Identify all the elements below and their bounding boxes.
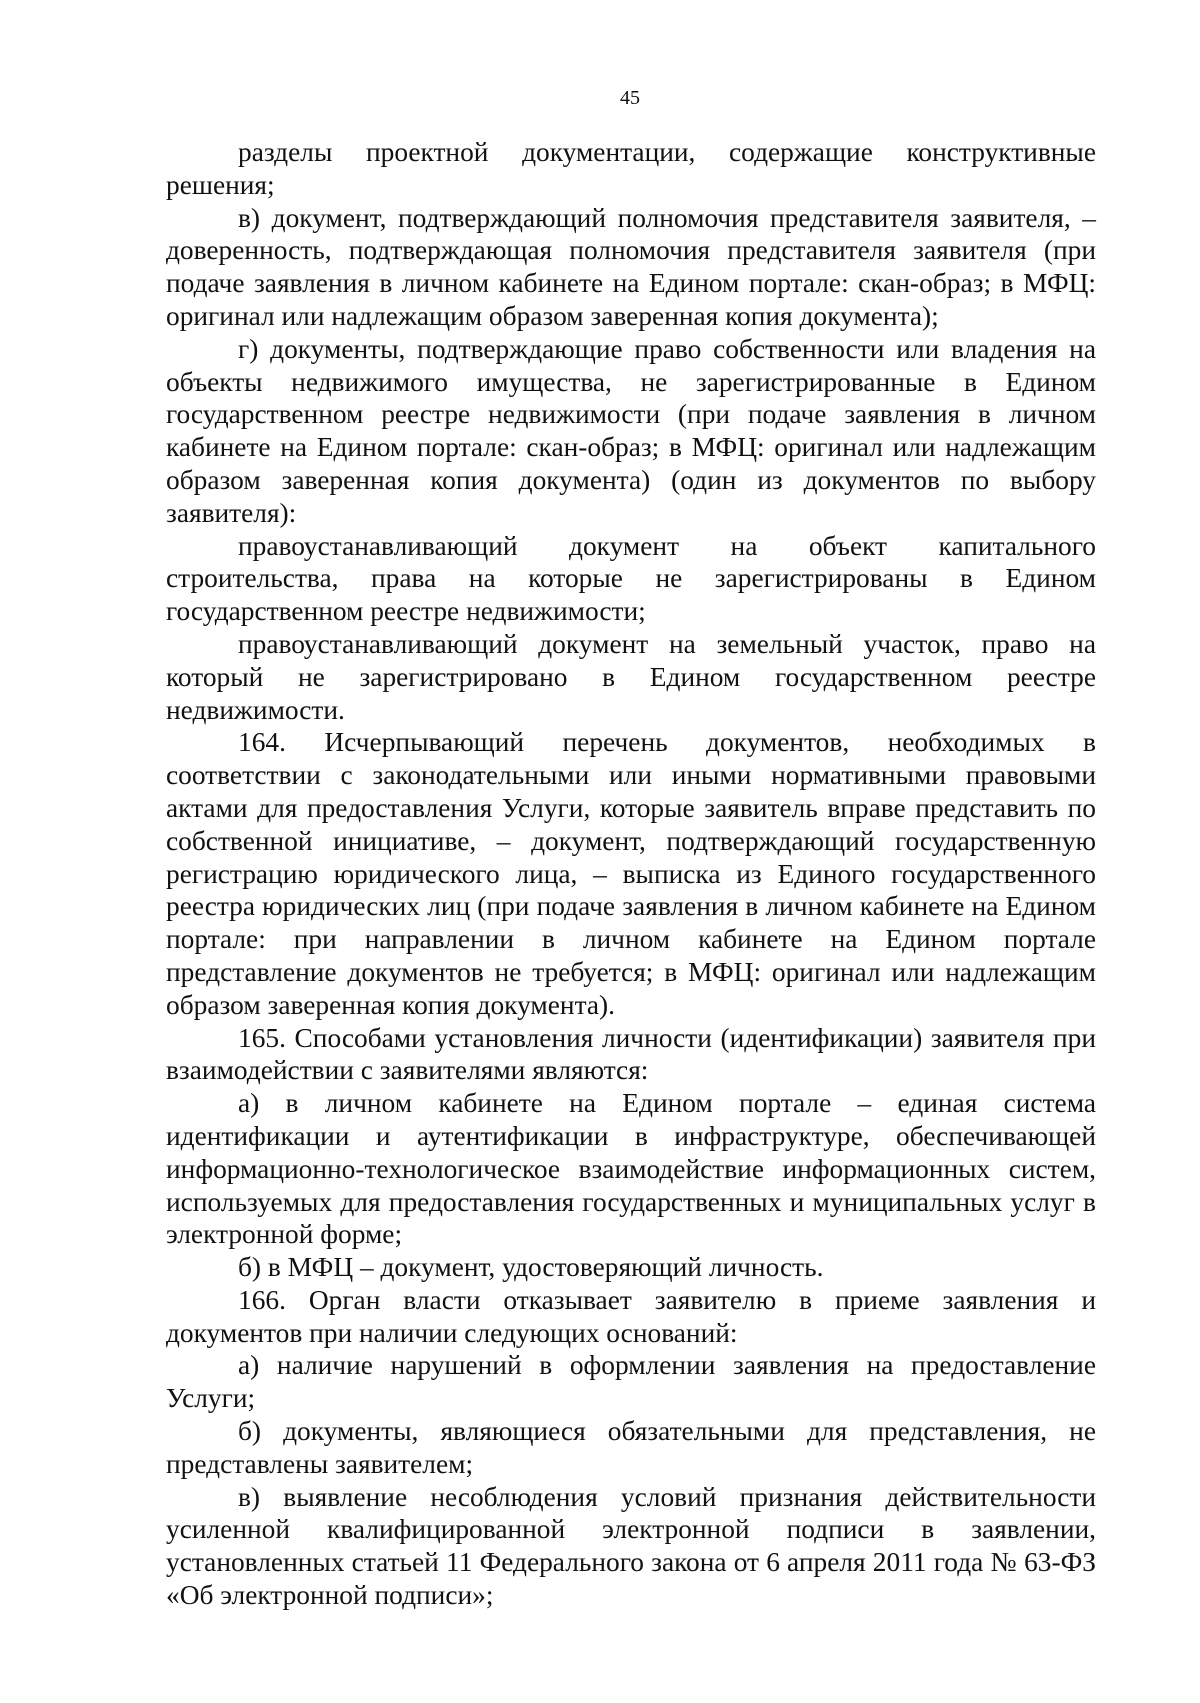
paragraph: б) в МФЦ – документ, удостоверяющий личность. — [238, 1252, 824, 1283]
paragraph: а) наличие нарушений в оформлении заявления на предоставление Услуги; — [166, 1350, 1096, 1414]
paragraph: г) документы, подтверждающие право собственности или владения на объекты недвижимого имущества, не зарегистрированные в Едином государственном реестре недвижимости (при подаче заявления в личном кабинете на Едином портале: скан-образ; в МФЦ: оригинал или надлежащим образом заверенная копия документа) (один из документов по выбору заявителя): — [166, 333, 1096, 528]
paragraph: 166. Орган власти отказывает заявителю в приеме заявления и документов при наличии следующих оснований: — [166, 1284, 1096, 1348]
page-number: 45 — [620, 87, 640, 109]
paragraph: правоустанавливающий документ на объект капитального строительства, права на которые не зарегистрированы в Едином государственном реестре недвижимости; — [166, 530, 1096, 627]
paragraph: 164. Исчерпывающий перечень документов, необходимых в соответствии с законодательными или иными нормативными правовыми актами для предоставления Услуги, которые заявитель вправе представить по собственной инициативе, – документ, подтверждающий государственную регистрацию юридического лица, – выписка из Единого государственного реестра юридических лиц (при подаче заявления в личном кабинете на Едином портале: при направлении в личном кабинете на Едином портале представление документов не требуется; в МФЦ: оригинал или надлежащим образом заверенная копия документа). — [166, 727, 1096, 1020]
paragraph: а) в личном кабинете на Едином портале – единая система идентификации и аутентификации в инфраструктуре, обеспечивающей информационно-технологическое взаимодействие информационных систем, используемых для предоставления государственных и муниципальных услуг в электронной форме; — [166, 1088, 1096, 1250]
paragraph: б) документы, являющиеся обязательными для представления, не представлены заявителем; — [166, 1416, 1096, 1479]
paragraph: в) выявление несоблюдения условий признания действительности усиленной квалифицированной электронной подписи в заявлении, установленных статьей 11 Федерального закона от 6 апреля 2011 года № 63-ФЗ «Об электронной подписи»; — [166, 1481, 1096, 1611]
paragraph: правоустанавливающий документ на земельный участок, право на который не зарегистрировано в Едином государственном реестре недвижимости. — [166, 628, 1096, 725]
document-body — [166, 136, 1096, 1612]
paragraph: 165. Способами установления личности (идентификации) заявителя при взаимодействии с заявителями являются: — [166, 1022, 1096, 1086]
paragraph: разделы проектной документации, содержащие конструктивные решения; — [166, 137, 1096, 200]
paragraph: в) документ, подтверждающий полномочия представителя заявителя, – доверенность, подтверждающая полномочия представителя заявителя (при подаче заявления в личном кабинете на Едином портале: скан-образ; в МФЦ: оригинал или надлежащим образом заверенная копия документа); — [166, 202, 1096, 331]
